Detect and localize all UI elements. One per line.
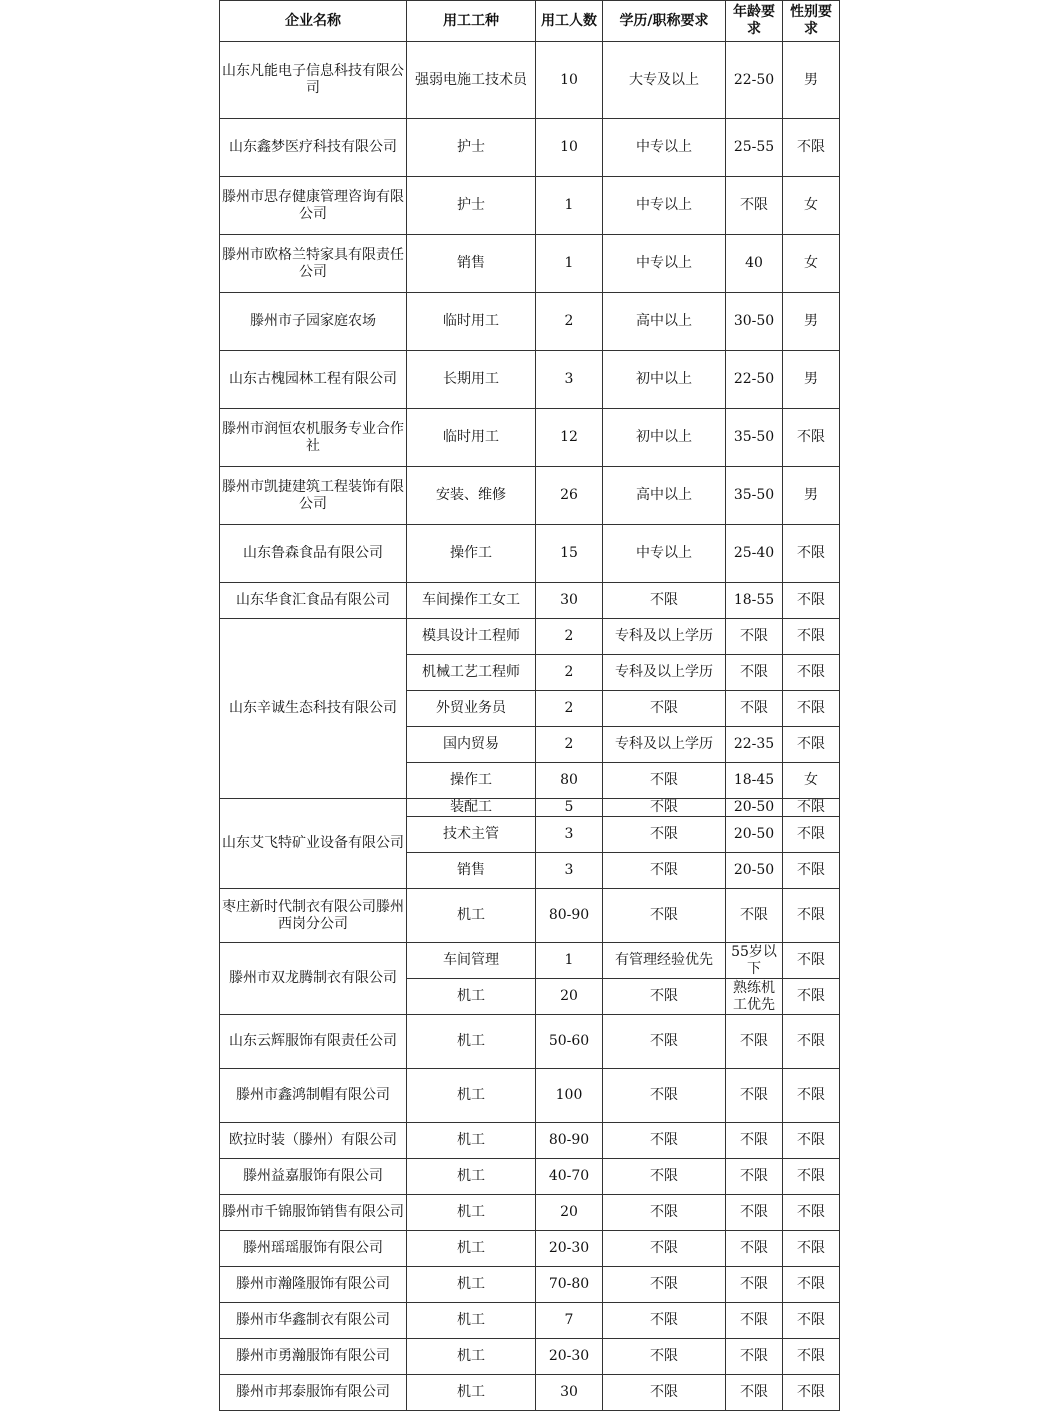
education-cell: 不限 bbox=[603, 799, 726, 817]
age-cell: 40 bbox=[726, 235, 783, 293]
company-cell: 滕州市子园家庭农场 bbox=[220, 293, 407, 351]
gender-cell: 不限 bbox=[783, 1231, 840, 1267]
education-cell: 不限 bbox=[603, 1339, 726, 1375]
table-row bbox=[220, 1159, 840, 1195]
job-cell: 护士 bbox=[407, 119, 536, 177]
job-cell: 护士 bbox=[407, 177, 536, 235]
gender-cell: 不限 bbox=[783, 1267, 840, 1303]
company-cell: 滕州市鑫鸿制帽有限公司 bbox=[220, 1069, 407, 1123]
table-row bbox=[220, 1123, 840, 1159]
count-cell: 20-30 bbox=[536, 1231, 603, 1267]
education-cell: 不限 bbox=[603, 1231, 726, 1267]
gender-cell: 不限 bbox=[783, 817, 840, 853]
job-cell: 机工 bbox=[407, 1375, 536, 1411]
count-cell: 2 bbox=[536, 655, 603, 691]
education-cell: 有管理经验优先 bbox=[603, 943, 726, 979]
gender-cell: 男 bbox=[783, 467, 840, 525]
age-cell: 不限 bbox=[726, 1069, 783, 1123]
table-row bbox=[220, 799, 840, 817]
gender-cell: 不限 bbox=[783, 1069, 840, 1123]
count-cell: 5 bbox=[536, 799, 603, 817]
count-cell: 20-30 bbox=[536, 1339, 603, 1375]
count-cell: 100 bbox=[536, 1069, 603, 1123]
company-cell: 滕州益嘉服饰有限公司 bbox=[220, 1159, 407, 1195]
gender-cell: 不限 bbox=[783, 1123, 840, 1159]
age-cell: 25-40 bbox=[726, 525, 783, 583]
gender-cell: 不限 bbox=[783, 1159, 840, 1195]
count-cell: 30 bbox=[536, 583, 603, 619]
job-cell: 机械工艺工程师 bbox=[407, 655, 536, 691]
education-cell: 中专以上 bbox=[603, 525, 726, 583]
company-cell: 山东艾飞特矿业设备有限公司 bbox=[220, 799, 407, 889]
education-cell: 中专以上 bbox=[603, 235, 726, 293]
education-cell: 不限 bbox=[603, 583, 726, 619]
table-row bbox=[220, 1267, 840, 1303]
count-cell: 7 bbox=[536, 1303, 603, 1339]
education-cell: 不限 bbox=[603, 1159, 726, 1195]
age-cell: 不限 bbox=[726, 1339, 783, 1375]
education-cell: 中专以上 bbox=[603, 119, 726, 177]
age-cell: 22-50 bbox=[726, 42, 783, 119]
table-row bbox=[220, 1303, 840, 1339]
age-cell: 35-50 bbox=[726, 409, 783, 467]
gender-cell: 不限 bbox=[783, 409, 840, 467]
gender-cell: 不限 bbox=[783, 691, 840, 727]
table-row bbox=[220, 467, 840, 525]
education-cell: 专科及以上学历 bbox=[603, 727, 726, 763]
count-cell: 20 bbox=[536, 1195, 603, 1231]
count-cell: 30 bbox=[536, 1375, 603, 1411]
age-cell: 22-50 bbox=[726, 351, 783, 409]
company-cell: 滕州市欧格兰特家具有限责任公司 bbox=[220, 235, 407, 293]
job-cell: 装配工 bbox=[407, 799, 536, 817]
job-cell: 机工 bbox=[407, 1123, 536, 1159]
count-cell: 12 bbox=[536, 409, 603, 467]
education-cell: 不限 bbox=[603, 1195, 726, 1231]
count-cell: 2 bbox=[536, 619, 603, 655]
job-cell: 操作工 bbox=[407, 763, 536, 799]
job-cell: 销售 bbox=[407, 235, 536, 293]
count-cell: 3 bbox=[536, 351, 603, 409]
table-row bbox=[220, 42, 840, 119]
age-cell: 20-50 bbox=[726, 799, 783, 817]
header-education: 学历/职称要求 bbox=[603, 1, 726, 42]
education-cell: 初中以上 bbox=[603, 409, 726, 467]
age-cell: 18-55 bbox=[726, 583, 783, 619]
header-count: 用工人数 bbox=[536, 1, 603, 42]
company-cell: 滕州市华鑫制衣有限公司 bbox=[220, 1303, 407, 1339]
table-row bbox=[220, 351, 840, 409]
job-cell: 强弱电施工技术员 bbox=[407, 42, 536, 119]
education-cell: 不限 bbox=[603, 853, 726, 889]
header-company: 企业名称 bbox=[220, 1, 407, 42]
age-cell: 不限 bbox=[726, 1303, 783, 1339]
age-cell: 不限 bbox=[726, 889, 783, 943]
job-cell: 机工 bbox=[407, 979, 536, 1015]
gender-cell: 不限 bbox=[783, 943, 840, 979]
education-cell: 不限 bbox=[603, 1303, 726, 1339]
education-cell: 初中以上 bbox=[603, 351, 726, 409]
count-cell: 15 bbox=[536, 525, 603, 583]
education-cell: 不限 bbox=[603, 817, 726, 853]
count-cell: 2 bbox=[536, 293, 603, 351]
table-row bbox=[220, 1195, 840, 1231]
age-cell: 22-35 bbox=[726, 727, 783, 763]
age-cell: 不限 bbox=[726, 1195, 783, 1231]
table-row bbox=[220, 1375, 840, 1411]
table-row bbox=[220, 1339, 840, 1375]
age-cell: 不限 bbox=[726, 691, 783, 727]
job-cell: 车间管理 bbox=[407, 943, 536, 979]
company-cell: 滕州市千锦服饰销售有限公司 bbox=[220, 1195, 407, 1231]
age-cell: 不限 bbox=[726, 177, 783, 235]
education-cell: 不限 bbox=[603, 1375, 726, 1411]
company-cell: 滕州瑶瑶服饰有限公司 bbox=[220, 1231, 407, 1267]
count-cell: 1 bbox=[536, 177, 603, 235]
gender-cell: 不限 bbox=[783, 583, 840, 619]
count-cell: 26 bbox=[536, 467, 603, 525]
age-cell: 熟练机工优先 bbox=[726, 979, 783, 1015]
education-cell: 高中以上 bbox=[603, 467, 726, 525]
job-cell: 机工 bbox=[407, 1015, 536, 1069]
count-cell: 50-60 bbox=[536, 1015, 603, 1069]
gender-cell: 不限 bbox=[783, 979, 840, 1015]
company-cell: 山东辛诚生态科技有限公司 bbox=[220, 619, 407, 799]
count-cell: 2 bbox=[536, 691, 603, 727]
gender-cell: 不限 bbox=[783, 619, 840, 655]
company-cell: 枣庄新时代制衣有限公司滕州西岗分公司 bbox=[220, 889, 407, 943]
header-age: 年龄要求 bbox=[726, 1, 783, 42]
age-cell: 30-50 bbox=[726, 293, 783, 351]
education-cell: 大专及以上 bbox=[603, 42, 726, 119]
education-cell: 不限 bbox=[603, 691, 726, 727]
count-cell: 3 bbox=[536, 853, 603, 889]
gender-cell: 女 bbox=[783, 177, 840, 235]
header-gender: 性别要求 bbox=[783, 1, 840, 42]
table-row bbox=[220, 583, 840, 619]
count-cell: 40-70 bbox=[536, 1159, 603, 1195]
recruitment-table bbox=[219, 0, 840, 1411]
gender-cell: 不限 bbox=[783, 889, 840, 943]
table-row bbox=[220, 889, 840, 943]
age-cell: 不限 bbox=[726, 1159, 783, 1195]
header-row bbox=[220, 1, 840, 42]
table-row bbox=[220, 235, 840, 293]
count-cell: 3 bbox=[536, 817, 603, 853]
age-cell: 不限 bbox=[726, 655, 783, 691]
gender-cell: 不限 bbox=[783, 1015, 840, 1069]
gender-cell: 女 bbox=[783, 235, 840, 293]
count-cell: 10 bbox=[536, 42, 603, 119]
education-cell: 专科及以上学历 bbox=[603, 619, 726, 655]
education-cell: 不限 bbox=[603, 1267, 726, 1303]
gender-cell: 不限 bbox=[783, 1375, 840, 1411]
gender-cell: 女 bbox=[783, 763, 840, 799]
job-cell: 临时用工 bbox=[407, 293, 536, 351]
age-cell: 18-45 bbox=[726, 763, 783, 799]
gender-cell: 男 bbox=[783, 351, 840, 409]
table-row bbox=[220, 1015, 840, 1069]
job-cell: 机工 bbox=[407, 1231, 536, 1267]
table-row bbox=[220, 119, 840, 177]
job-cell: 操作工 bbox=[407, 525, 536, 583]
company-cell: 滕州市瀚隆服饰有限公司 bbox=[220, 1267, 407, 1303]
company-cell: 欧拉时装（滕州）有限公司 bbox=[220, 1123, 407, 1159]
company-cell: 山东鲁森食品有限公司 bbox=[220, 525, 407, 583]
table-row bbox=[220, 1069, 840, 1123]
education-cell: 专科及以上学历 bbox=[603, 655, 726, 691]
company-cell: 山东鑫梦医疗科技有限公司 bbox=[220, 119, 407, 177]
table-row bbox=[220, 409, 840, 467]
job-cell: 临时用工 bbox=[407, 409, 536, 467]
count-cell: 70-80 bbox=[536, 1267, 603, 1303]
company-cell: 滕州市勇瀚服饰有限公司 bbox=[220, 1339, 407, 1375]
gender-cell: 不限 bbox=[783, 1303, 840, 1339]
table-row bbox=[220, 619, 840, 655]
job-cell: 销售 bbox=[407, 853, 536, 889]
education-cell: 高中以上 bbox=[603, 293, 726, 351]
education-cell: 中专以上 bbox=[603, 177, 726, 235]
job-cell: 机工 bbox=[407, 1303, 536, 1339]
job-cell: 机工 bbox=[407, 889, 536, 943]
company-cell: 滕州市邦泰服饰有限公司 bbox=[220, 1375, 407, 1411]
count-cell: 10 bbox=[536, 119, 603, 177]
age-cell: 不限 bbox=[726, 1015, 783, 1069]
job-cell: 国内贸易 bbox=[407, 727, 536, 763]
gender-cell: 不限 bbox=[783, 1195, 840, 1231]
job-cell: 车间操作工女工 bbox=[407, 583, 536, 619]
education-cell: 不限 bbox=[603, 889, 726, 943]
gender-cell: 男 bbox=[783, 42, 840, 119]
table-row bbox=[220, 1231, 840, 1267]
age-cell: 不限 bbox=[726, 1267, 783, 1303]
age-cell: 25-55 bbox=[726, 119, 783, 177]
age-cell: 不限 bbox=[726, 1375, 783, 1411]
company-cell: 山东云辉服饰有限责任公司 bbox=[220, 1015, 407, 1069]
gender-cell: 不限 bbox=[783, 525, 840, 583]
job-cell: 安装、维修 bbox=[407, 467, 536, 525]
job-cell: 外贸业务员 bbox=[407, 691, 536, 727]
age-cell: 不限 bbox=[726, 1123, 783, 1159]
age-cell: 55岁以下 bbox=[726, 943, 783, 979]
count-cell: 80 bbox=[536, 763, 603, 799]
table-row bbox=[220, 943, 840, 979]
job-cell: 机工 bbox=[407, 1159, 536, 1195]
education-cell: 不限 bbox=[603, 1069, 726, 1123]
company-cell: 山东古槐园林工程有限公司 bbox=[220, 351, 407, 409]
education-cell: 不限 bbox=[603, 1015, 726, 1069]
gender-cell: 不限 bbox=[783, 119, 840, 177]
table-row bbox=[220, 293, 840, 351]
job-cell: 模具设计工程师 bbox=[407, 619, 536, 655]
gender-cell: 不限 bbox=[783, 853, 840, 889]
gender-cell: 男 bbox=[783, 293, 840, 351]
job-cell: 机工 bbox=[407, 1195, 536, 1231]
count-cell: 80-90 bbox=[536, 889, 603, 943]
gender-cell: 不限 bbox=[783, 727, 840, 763]
company-cell: 滕州市思存健康管理咨询有限公司 bbox=[220, 177, 407, 235]
age-cell: 35-50 bbox=[726, 467, 783, 525]
job-cell: 技术主管 bbox=[407, 817, 536, 853]
company-cell: 山东凡能电子信息科技有限公司 bbox=[220, 42, 407, 119]
job-cell: 长期用工 bbox=[407, 351, 536, 409]
education-cell: 不限 bbox=[603, 1123, 726, 1159]
count-cell: 2 bbox=[536, 727, 603, 763]
gender-cell: 不限 bbox=[783, 1339, 840, 1375]
company-cell: 滕州市双龙腾制衣有限公司 bbox=[220, 943, 407, 1015]
education-cell: 不限 bbox=[603, 763, 726, 799]
job-cell: 机工 bbox=[407, 1339, 536, 1375]
count-cell: 1 bbox=[536, 943, 603, 979]
gender-cell: 不限 bbox=[783, 655, 840, 691]
count-cell: 20 bbox=[536, 979, 603, 1015]
count-cell: 80-90 bbox=[536, 1123, 603, 1159]
age-cell: 20-50 bbox=[726, 817, 783, 853]
count-cell: 1 bbox=[536, 235, 603, 293]
company-cell: 滕州市润恒农机服务专业合作社 bbox=[220, 409, 407, 467]
table-row bbox=[220, 177, 840, 235]
age-cell: 不限 bbox=[726, 1231, 783, 1267]
table-row bbox=[220, 525, 840, 583]
job-cell: 机工 bbox=[407, 1069, 536, 1123]
education-cell: 不限 bbox=[603, 979, 726, 1015]
company-cell: 滕州市凯捷建筑工程装饰有限公司 bbox=[220, 467, 407, 525]
gender-cell: 不限 bbox=[783, 799, 840, 817]
age-cell: 20-50 bbox=[726, 853, 783, 889]
header-job: 用工工种 bbox=[407, 1, 536, 42]
age-cell: 不限 bbox=[726, 619, 783, 655]
job-cell: 机工 bbox=[407, 1267, 536, 1303]
company-cell: 山东华食汇食品有限公司 bbox=[220, 583, 407, 619]
